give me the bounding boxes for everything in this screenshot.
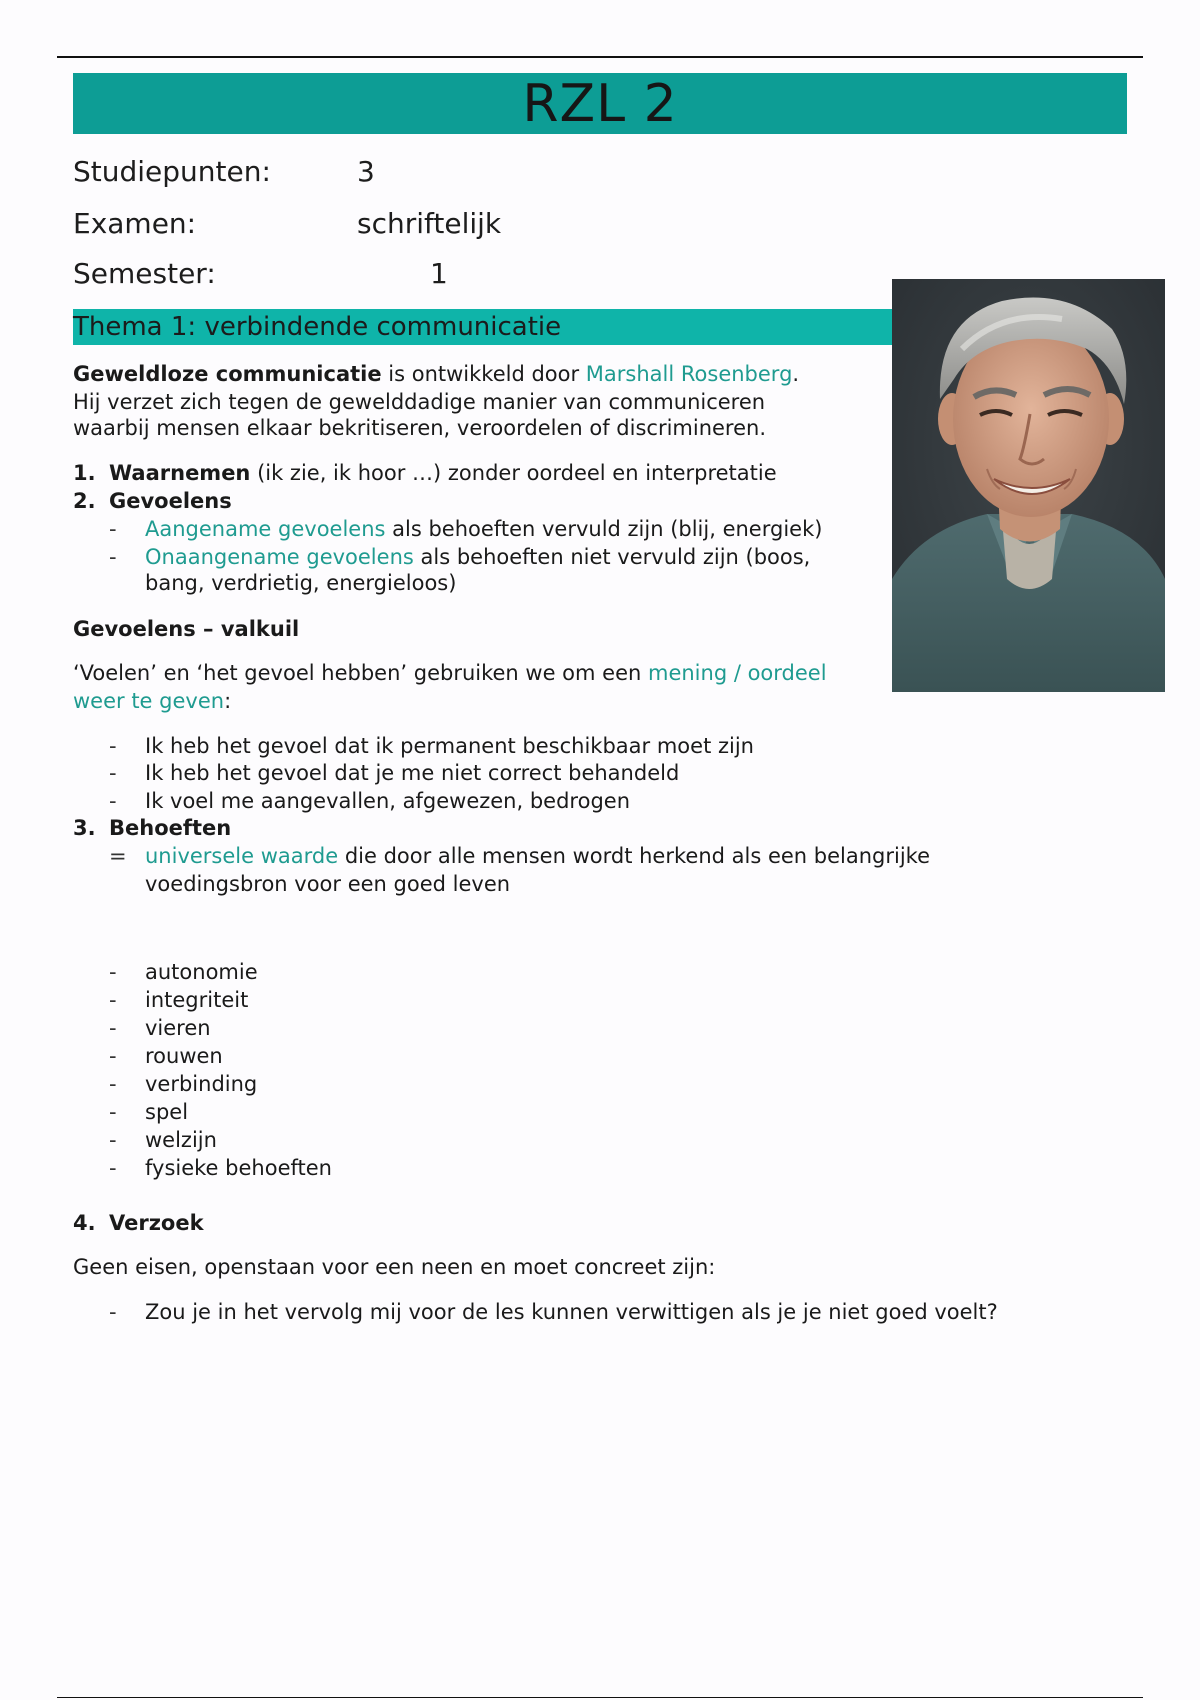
step-2-bold: Gevoelens bbox=[109, 489, 232, 513]
need-item: rouwen bbox=[145, 1044, 223, 1068]
need-item: integriteit bbox=[145, 988, 249, 1012]
list-dash: - bbox=[109, 1100, 117, 1124]
need-item: vieren bbox=[145, 1016, 211, 1040]
feelings-unpleasant-rest: als behoeften niet vervuld zijn (boos, bbox=[413, 545, 811, 569]
feelings-unpleasant-accent: Onaangename gevoelens bbox=[145, 545, 414, 569]
need-item: fysieke behoeften bbox=[145, 1156, 332, 1180]
step-2-number: 2. bbox=[73, 489, 96, 513]
feelings-unpleasant-cont: bang, verdrietig, energieloos) bbox=[145, 571, 457, 595]
request-description: Geen eisen, openstaan voor een neen en moet concreet zijn: bbox=[73, 1255, 716, 1279]
step-1-number: 1. bbox=[73, 461, 96, 485]
pitfall-example: Ik heb het gevoel dat je me niet correct behandeld bbox=[145, 761, 680, 785]
pitfall-line-2 bbox=[73, 688, 231, 714]
pitfall-accent-1: mening / oordeel bbox=[648, 661, 827, 685]
list-dash: - bbox=[109, 761, 117, 785]
meta-label-examen: Examen: bbox=[73, 207, 197, 240]
step-4-number: 4. bbox=[73, 1211, 96, 1235]
top-rule bbox=[57, 56, 1143, 58]
needs-definition-cont: voedingsbron voor een goed leven bbox=[145, 872, 511, 896]
theme-heading: Thema 1: verbindende communicatie bbox=[73, 309, 892, 345]
step-1-label bbox=[109, 460, 777, 486]
needs-definition bbox=[145, 843, 930, 869]
list-dash: - bbox=[109, 517, 117, 541]
feelings-unpleasant bbox=[145, 544, 810, 570]
pitfall-accent-2: weer te geven bbox=[73, 689, 225, 713]
feelings-pleasant-accent: Aangename gevoelens bbox=[145, 517, 386, 541]
list-dash: - bbox=[109, 1044, 117, 1068]
step-1-rest: (ik zie, ik hoor …) zonder oordeel en interpretatie bbox=[250, 461, 777, 485]
request-example: Zou je in het vervolg mij voor de les kunnen verwittigen als je je niet goed voelt? bbox=[145, 1300, 998, 1324]
step-1-bold: Waarnemen bbox=[109, 461, 251, 485]
list-dash: - bbox=[109, 988, 117, 1012]
feelings-pleasant bbox=[145, 516, 822, 542]
list-dash: - bbox=[109, 1300, 117, 1324]
intro-line-3: waarbij mensen elkaar bekritiseren, veroordelen of discrimineren. bbox=[73, 416, 767, 440]
need-item: autonomie bbox=[145, 960, 258, 984]
list-dash: - bbox=[109, 1128, 117, 1152]
list-dash: - bbox=[109, 734, 117, 758]
intro-bold-term: Geweldloze communicatie bbox=[73, 362, 382, 386]
meta-value-examen: schriftelijk bbox=[357, 207, 502, 240]
page-title: RZL 2 bbox=[522, 73, 678, 134]
pitfall-example: Ik heb het gevoel dat ik permanent beschikbaar moet zijn bbox=[145, 734, 754, 758]
step-3-number: 3. bbox=[73, 816, 96, 840]
portrait-photo bbox=[892, 279, 1165, 692]
intro-line-1 bbox=[73, 361, 799, 387]
meta-value-studiepunten: 3 bbox=[357, 155, 375, 188]
list-dash: - bbox=[109, 1016, 117, 1040]
bottom-rule bbox=[57, 1697, 1143, 1698]
list-dash: - bbox=[109, 1072, 117, 1096]
need-item: spel bbox=[145, 1100, 189, 1124]
pitfall-heading: Gevoelens – valkuil bbox=[73, 617, 300, 641]
needs-accent: universele waarde bbox=[145, 844, 339, 868]
list-dash: - bbox=[109, 960, 117, 984]
list-dash: - bbox=[109, 1156, 117, 1180]
equals-sign: = bbox=[109, 844, 127, 868]
pitfall-example: Ik voel me aangevallen, afgewezen, bedrogen bbox=[145, 789, 630, 813]
meta-label-studiepunten: Studiepunten: bbox=[73, 155, 271, 188]
pitfall-text-2: : bbox=[224, 689, 232, 713]
pitfall-text-1: ‘Voelen’ en ‘het gevoel hebben’ gebruiken we om een bbox=[73, 661, 648, 685]
intro-author-link: Marshall Rosenberg bbox=[585, 362, 793, 386]
meta-label-semester: Semester: bbox=[73, 257, 216, 290]
needs-rest: die door alle mensen wordt herkend als een belangrijke bbox=[338, 844, 931, 868]
intro-line-2: Hij verzet zich tegen de gewelddadige manier van communiceren bbox=[73, 390, 766, 414]
meta-value-semester: 1 bbox=[430, 257, 448, 290]
intro-text-2: . bbox=[792, 362, 800, 386]
step-3-bold: Behoeften bbox=[109, 816, 232, 840]
need-item: verbinding bbox=[145, 1072, 258, 1096]
list-dash: - bbox=[109, 789, 117, 813]
intro-text-1: is ontwikkeld door bbox=[381, 362, 586, 386]
need-item: welzijn bbox=[145, 1128, 217, 1152]
pitfall-line-1 bbox=[73, 660, 827, 686]
step-2-label bbox=[109, 488, 232, 514]
list-dash: - bbox=[109, 545, 117, 569]
page-title-bar bbox=[73, 73, 1127, 134]
feelings-pleasant-rest: als behoeften vervuld zijn (blij, energiek) bbox=[385, 517, 823, 541]
step-4-bold: Verzoek bbox=[109, 1211, 204, 1235]
step-3-label bbox=[109, 815, 231, 841]
step-4-label bbox=[109, 1210, 204, 1236]
